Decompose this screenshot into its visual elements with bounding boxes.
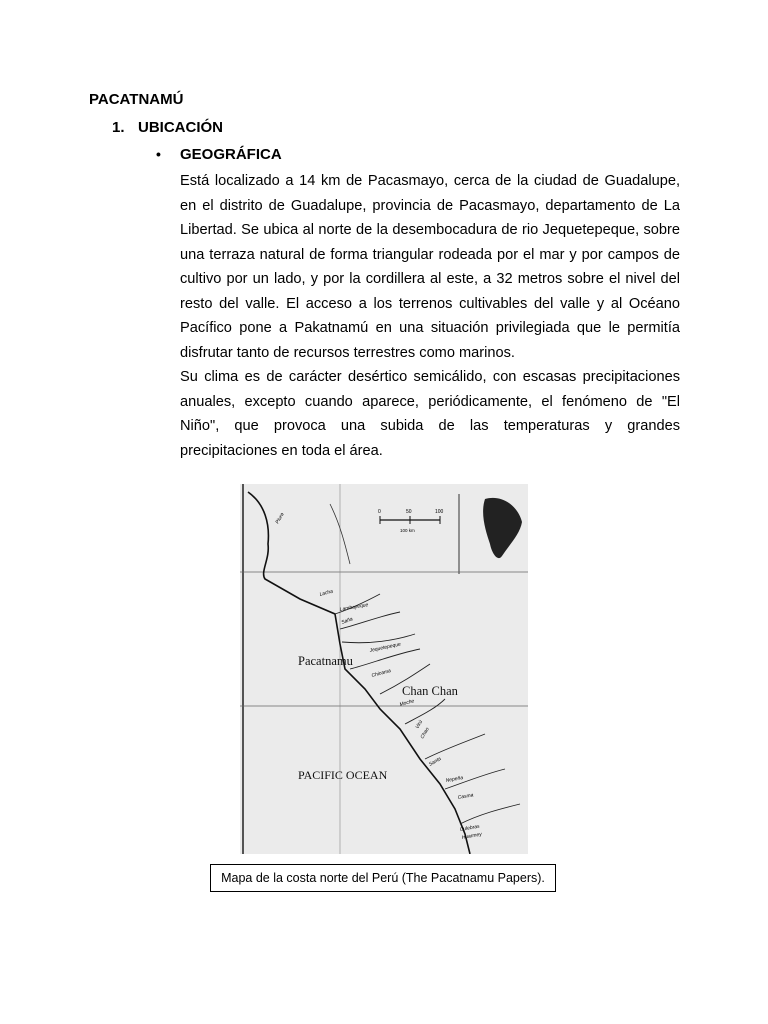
map-caption	[210, 864, 556, 892]
section-heading	[112, 119, 223, 136]
map-label-pacatnamu: Pacatnamu	[298, 654, 353, 668]
north-coast-map	[240, 484, 528, 854]
river-label-nepena: Nepeña	[445, 775, 464, 784]
body-text	[180, 169, 680, 463]
subsection-heading	[156, 146, 282, 163]
scale-label-0: 0	[378, 509, 381, 515]
river-label-santa: Santa	[428, 755, 443, 768]
scale-label-100: 100	[435, 509, 444, 515]
map-label-pacific-ocean: PACIFIC OCEAN	[298, 768, 388, 782]
river-label-viru: Virú	[414, 719, 425, 730]
bullet-icon: •	[156, 146, 161, 162]
river-label-culebras: Culebras	[459, 823, 481, 833]
map-drawing	[240, 484, 528, 854]
river-label-lambayeque: Lambayeque	[339, 602, 369, 613]
river-label-moche: Moche	[398, 698, 416, 708]
river-label-casma: Casma	[457, 792, 474, 801]
river-label-chao: Chao	[419, 726, 431, 740]
river-label-piura: Piura	[274, 511, 286, 525]
river-label-sana: Saña	[340, 616, 354, 626]
scale-label-50: 50	[406, 509, 412, 515]
paragraph-climate: Su clima es de carácter desértico semicálido, con escasas precipitaciones anuales, excepto cuando aparece, periódicamente, el fenómeno de "El Niño", que provoca una subida de las temperaturas y grandes precipitaciones en toda el área.	[180, 369, 680, 459]
caption-text: Mapa de la costa norte del Perú (The Pacatnamu Papers).	[221, 871, 545, 885]
river-label-huarmey: Huarmey	[461, 831, 483, 841]
section-title: UBICACIÓN	[138, 119, 223, 136]
scale-unit: 100 km	[400, 528, 415, 533]
paragraph-location: Está localizado a 14 km de Pacasmayo, cerca de la ciudad de Guadalupe, en el distrito de Guadalupe, provincia de Pacasmayo, departamento de La Libertad. Se ubica al norte de la desembocadura de rio Jequetepeque, sobre una terraza natural de forma triangular rodeada por el mar y por campos de cultivo por un lado, y por la cordillera al este, a 32 metros sobre el nivel del resto del valle. El acceso a los terrenos cultivables del valle y al Océano Pacífico pone a Pakatnamú en una situación privilegiada que le permitía disfrutar tanto de recursos terrestres como marinos.	[180, 173, 680, 361]
river-label-jequetepeque: Jequetepeque	[369, 641, 402, 654]
river-label-chicama: Chicama	[370, 668, 392, 679]
document-title: PACATNAMÚ	[89, 91, 184, 108]
subsection-title: GEOGRÁFICA	[180, 146, 282, 163]
map-label-chanchan: Chan Chan	[402, 684, 458, 698]
river-label-lacha: Lacha	[318, 588, 334, 598]
section-number: 1.	[112, 119, 125, 136]
